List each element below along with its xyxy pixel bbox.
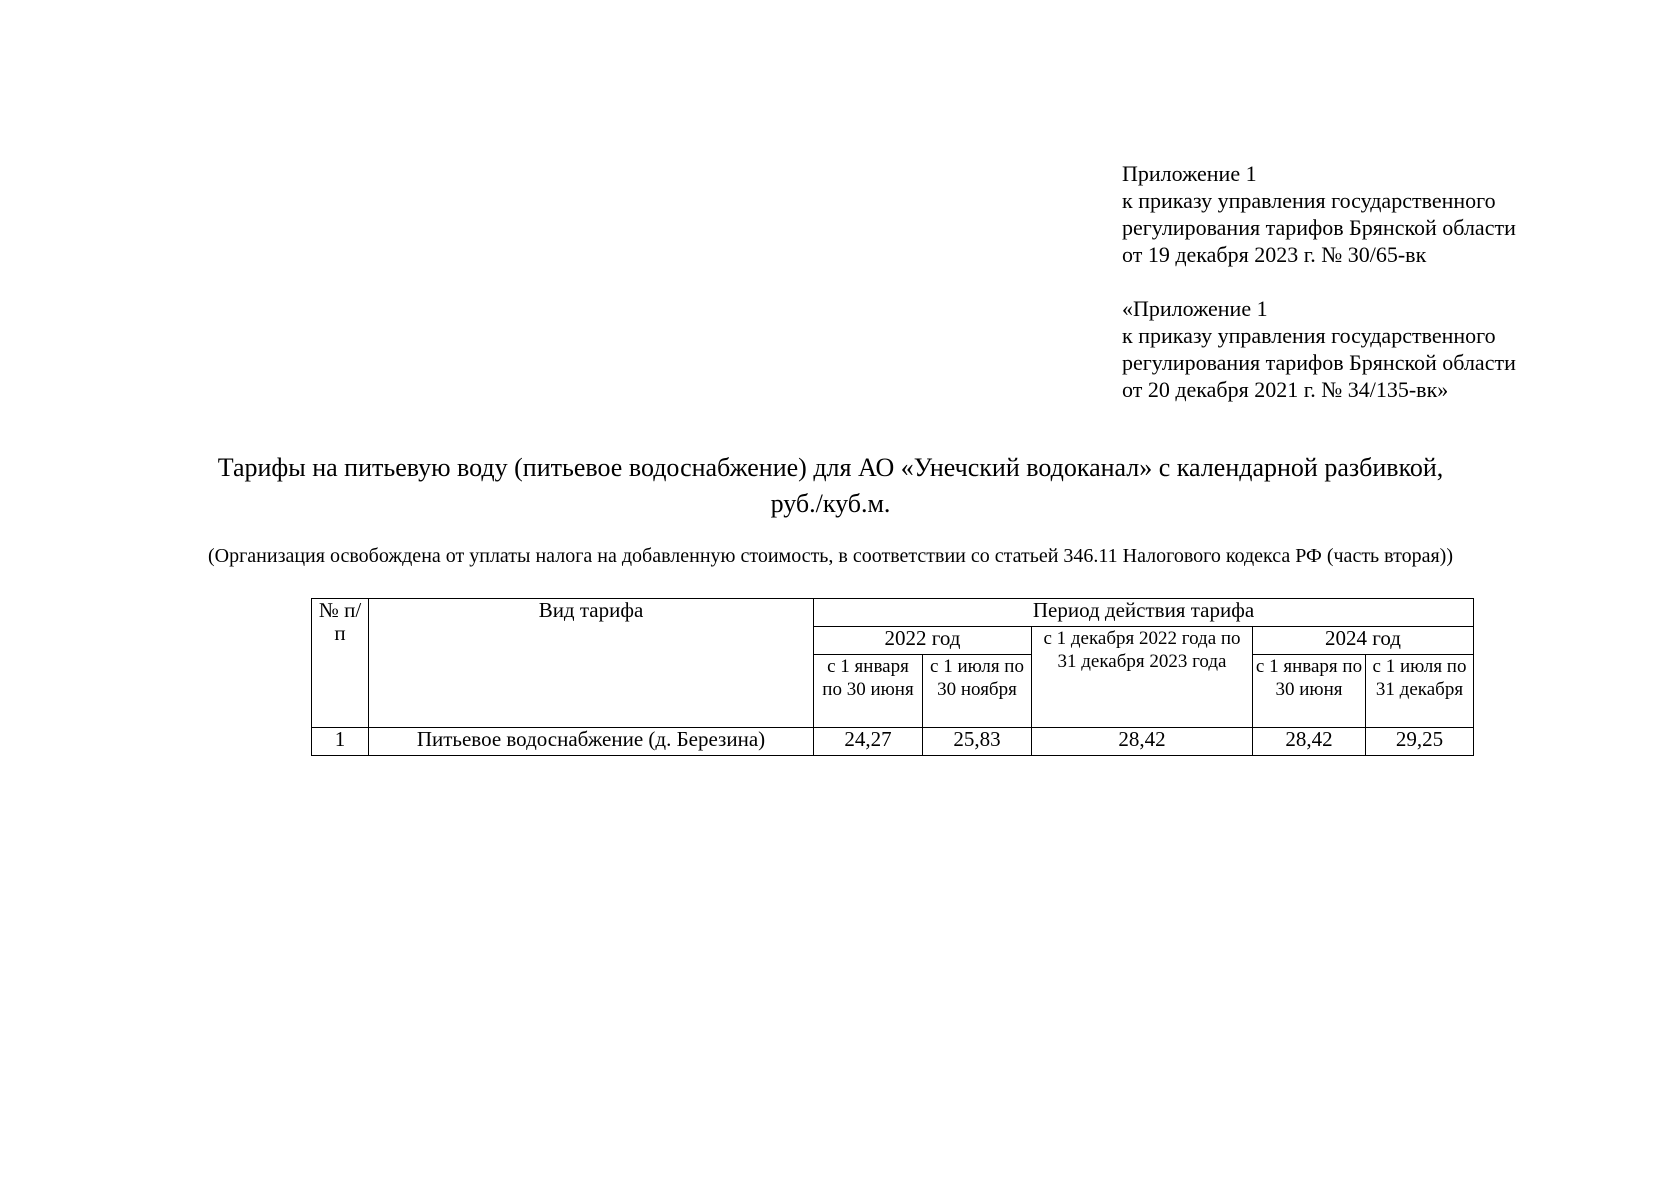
- header-number: № п/п: [312, 599, 369, 728]
- vat-note: (Организация освобождена от уплаты налога на добавленную стоимость, в соответствии со статьей 346.11 Налогового кодекса РФ (часть вторая)): [207, 545, 1453, 567]
- annex-line: регулирования тарифов Брянской области: [1122, 350, 1516, 375]
- header-period: Период действия тарифа: [814, 599, 1474, 627]
- header-2022-jul-nov: с 1 июля по 30 ноября: [923, 655, 1032, 728]
- annex-header-previous: [1122, 295, 1642, 403]
- header-2024-jan-jun: с 1 января по 30 июня: [1253, 655, 1366, 728]
- row-number: 1: [312, 728, 369, 756]
- annex-line: к приказу управления государственного: [1122, 188, 1496, 213]
- row-value-dec2022-dec2023: 28,42: [1032, 728, 1253, 756]
- title-line: руб./куб.м.: [770, 489, 891, 518]
- annex-header-current: [1122, 160, 1642, 268]
- document-title: [0, 450, 1661, 522]
- header-dec2022-dec2023: с 1 декабря 2022 года по 31 декабря 2023 года: [1032, 627, 1253, 728]
- tariff-table: [311, 598, 1474, 756]
- row-value-2022-jul-nov: 25,83: [923, 728, 1032, 756]
- row-value-2024-jan-jun: 28,42: [1253, 728, 1366, 756]
- annex-line: от 20 декабря 2021 г. № 34/135-вк»: [1122, 377, 1449, 402]
- header-tariff-type: Вид тарифа: [369, 599, 814, 728]
- annex-line: Приложение 1: [1122, 161, 1257, 186]
- header-year-2024: 2024 год: [1253, 627, 1474, 655]
- title-line: Тарифы на питьевую воду (питьевое водоснабжение) для АО «Унечский водоканал» с календарной разбивкой,: [217, 453, 1444, 482]
- annex-line: регулирования тарифов Брянской области: [1122, 215, 1516, 240]
- table-row: [312, 728, 1474, 756]
- row-tariff-name: Питьевое водоснабжение (д. Березина): [369, 728, 814, 756]
- row-value-2024-jul-dec: 29,25: [1366, 728, 1474, 756]
- annex-line: «Приложение 1: [1122, 296, 1268, 321]
- annex-line: к приказу управления государственного: [1122, 323, 1496, 348]
- header-2022-jan-jun: с 1 января по 30 июня: [814, 655, 923, 728]
- annex-line: от 19 декабря 2023 г. № 30/65-вк: [1122, 242, 1427, 267]
- header-2024-jul-dec: с 1 июля по 31 декабря: [1366, 655, 1474, 728]
- header-year-2022: 2022 год: [814, 627, 1032, 655]
- row-value-2022-jan-jun: 24,27: [814, 728, 923, 756]
